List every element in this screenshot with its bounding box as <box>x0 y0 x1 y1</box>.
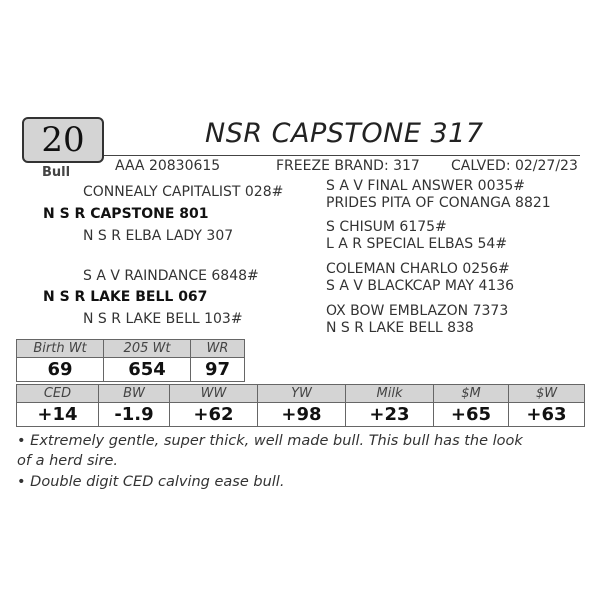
epd-value: -1.9 <box>99 403 170 427</box>
registration-number: AAA 20830615 <box>115 158 221 174</box>
pedigree-right-5: COLEMAN CHARLO 0256# <box>326 261 510 277</box>
weights-label-row <box>17 340 245 358</box>
epd-label: BW <box>99 385 170 403</box>
dam-dam: N S R LAKE BELL 103# <box>83 311 243 327</box>
lot-number: 20 <box>41 120 85 160</box>
dam: N S R LAKE BELL 067 <box>43 289 208 305</box>
epd-label: $W <box>509 385 585 403</box>
pedigree-right-2: PRIDES PITA OF CONANGA 8821 <box>326 195 551 211</box>
note-line-3: • Double digit CED calving ease bull. <box>17 474 285 490</box>
weight-value: 654 <box>104 358 191 382</box>
epd-table <box>16 384 585 427</box>
epd-label-row <box>17 385 585 403</box>
pedigree-right-3: S CHISUM 6175# <box>326 219 447 235</box>
weight-label: Birth Wt <box>17 340 104 358</box>
epd-value: +62 <box>170 403 258 427</box>
epd-value: +98 <box>258 403 346 427</box>
weights-table <box>16 339 245 382</box>
epd-value: +63 <box>509 403 585 427</box>
pedigree-right-4: L A R SPECIAL ELBAS 54# <box>326 236 508 252</box>
weights-value-row <box>17 358 245 382</box>
weight-value: 97 <box>191 358 245 382</box>
epd-label: YW <box>258 385 346 403</box>
epd-value: +14 <box>17 403 99 427</box>
calved-date: CALVED: 02/27/23 <box>451 158 578 174</box>
pedigree-right-7: OX BOW EMBLAZON 7373 <box>326 303 509 319</box>
epd-label: $M <box>434 385 509 403</box>
weight-label: WR <box>191 340 245 358</box>
epd-label: WW <box>170 385 258 403</box>
pedigree-right-6: S A V BLACKCAP MAY 4136 <box>326 278 515 294</box>
weight-label: 205 Wt <box>104 340 191 358</box>
animal-name: NSR CAPSTONE 317 <box>205 118 484 149</box>
note-line-1: • Extremely gentle, super thick, well made bull. This bull has the look <box>17 433 523 449</box>
weight-value: 69 <box>17 358 104 382</box>
epd-value-row <box>17 403 585 427</box>
sire-sire: CONNEALY CAPITALIST 028# <box>83 184 284 200</box>
epd-value: +65 <box>434 403 509 427</box>
sire-dam: N S R ELBA LADY 307 <box>83 228 234 244</box>
title-divider <box>104 155 580 156</box>
sire: N S R CAPSTONE 801 <box>43 206 209 222</box>
epd-value: +23 <box>346 403 434 427</box>
epd-label: Milk <box>346 385 434 403</box>
note-line-2: of a herd sire. <box>17 453 119 469</box>
dam-sire: S A V RAINDANCE 6848# <box>83 268 259 284</box>
freeze-brand: FREEZE BRAND: 317 <box>276 158 420 174</box>
lot-number-box <box>22 117 104 163</box>
pedigree-right-1: S A V FINAL ANSWER 0035# <box>326 178 526 194</box>
lot-type: Bull <box>42 165 71 180</box>
epd-label: CED <box>17 385 99 403</box>
pedigree-right-8: N S R LAKE BELL 838 <box>326 320 474 336</box>
